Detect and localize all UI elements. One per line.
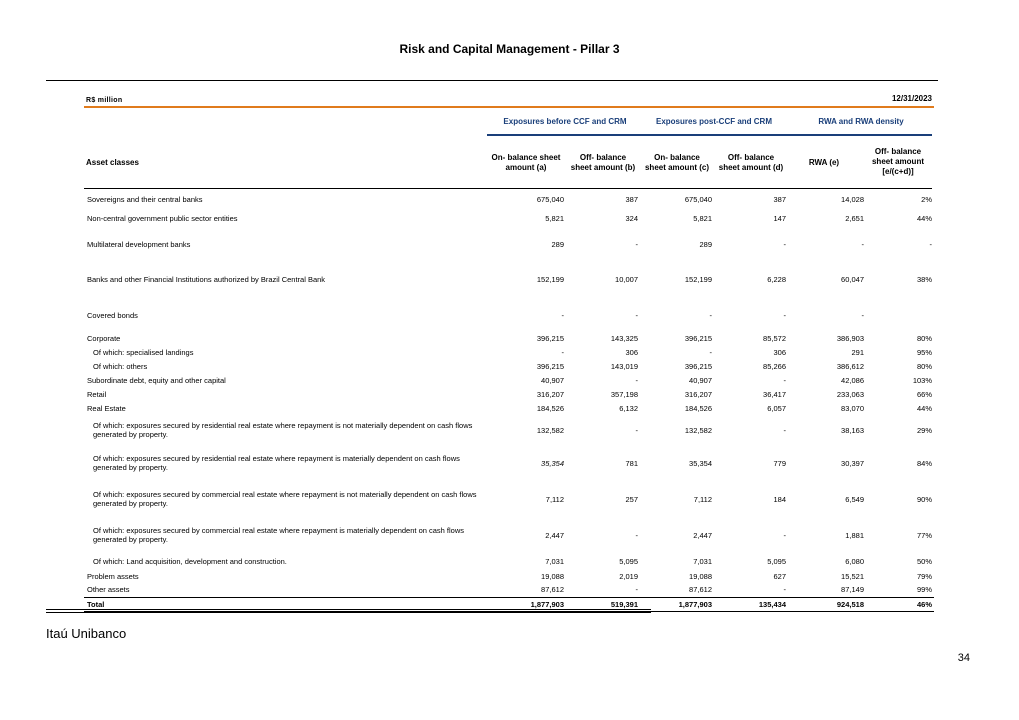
row-value: 291 xyxy=(851,347,864,357)
column-header-c-line2: sheet amount (c) xyxy=(644,163,709,172)
row-value: 5,095 xyxy=(619,556,638,566)
group-header-rwa: RWA and RWA density xyxy=(818,117,904,126)
row-value: 7,112 xyxy=(545,494,564,504)
row-value: - xyxy=(783,310,786,320)
row-label: Problem assets xyxy=(87,571,139,581)
row-value: - xyxy=(861,239,864,249)
row-value: 80% xyxy=(916,333,932,343)
group-header-before-ccf: Exposures before CCF and CRM xyxy=(503,117,627,126)
row-value: 6,080 xyxy=(845,556,864,566)
row-value: 184 xyxy=(773,494,786,504)
row-value: - xyxy=(783,585,786,595)
row-value: 42,086 xyxy=(841,375,864,385)
row-value: 396,215 xyxy=(536,361,564,371)
row-value: - xyxy=(561,310,564,320)
row-value: 95% xyxy=(916,347,932,357)
column-header-e-line1: RWA (e) xyxy=(808,158,840,167)
column-header-f-line3: [e/(c+d)] xyxy=(882,167,914,176)
row-label: Of which: exposures secured by residential real estate where repayment is materially dependent on cash flows generated by property. xyxy=(93,454,460,472)
row-value: 386,612 xyxy=(836,361,864,371)
row-value: - xyxy=(635,585,638,595)
row-value: 5,821 xyxy=(545,213,564,223)
top-rule xyxy=(46,80,938,81)
row-label: Of which: exposures secured by commercial real estate where repayment is not materially dependent on cash flows generated by property. xyxy=(93,490,477,508)
page-title: Risk and Capital Management - Pillar 3 xyxy=(399,42,620,56)
row-label: Retail xyxy=(87,389,107,399)
total-value: 1,877,903 xyxy=(486,597,566,611)
row-label: Multilateral development banks xyxy=(87,239,191,249)
row-value: 2,447 xyxy=(545,530,564,540)
table-row xyxy=(84,401,934,415)
row-value: 5,821 xyxy=(693,213,712,223)
table-row xyxy=(84,359,934,373)
row-value: 306 xyxy=(625,347,638,357)
row-value: 77% xyxy=(916,530,932,540)
table-row xyxy=(84,553,934,569)
row-value: 316,207 xyxy=(536,389,564,399)
group-header-rule xyxy=(487,134,932,136)
column-header-asset-classes: Asset classes xyxy=(86,158,139,167)
row-value: 7,031 xyxy=(545,556,564,566)
column-header-d-line1: Off- balance xyxy=(727,153,775,162)
row-value: 152,199 xyxy=(684,274,712,284)
row-value: 257 xyxy=(625,494,638,504)
row-value xyxy=(866,299,934,331)
column-header-f xyxy=(860,147,936,177)
total-value: 46% xyxy=(866,597,934,611)
page-number: 34 xyxy=(957,652,970,664)
row-value: 103% xyxy=(912,375,932,385)
table-row xyxy=(84,569,934,583)
column-header-f-line2: sheet amount xyxy=(871,157,924,166)
row-value: - xyxy=(709,310,712,320)
row-value: - xyxy=(861,310,864,320)
row-value: 132,582 xyxy=(536,425,564,435)
row-value: 60,047 xyxy=(841,274,864,284)
table-row xyxy=(84,517,934,553)
row-value: 29% xyxy=(916,425,932,435)
row-value: 387 xyxy=(625,194,638,204)
brand-name: Itaú Unibanco xyxy=(46,626,127,641)
exposures-table xyxy=(84,191,934,612)
table-row xyxy=(84,345,934,359)
row-value: - xyxy=(783,375,786,385)
row-value: 35,354 xyxy=(689,458,712,468)
header-rule xyxy=(84,188,932,189)
total-label: Total xyxy=(84,597,486,611)
table-row xyxy=(84,259,934,299)
row-value: 80% xyxy=(916,361,932,371)
row-value: 324 xyxy=(625,213,638,223)
unit-label: R$ million xyxy=(86,97,123,104)
accent-rule xyxy=(84,106,934,108)
row-value: - xyxy=(783,239,786,249)
row-value: 387 xyxy=(773,194,786,204)
table-row xyxy=(84,583,934,597)
row-label: Corporate xyxy=(87,333,121,343)
row-value: 83,070 xyxy=(841,403,864,413)
column-header-d xyxy=(714,153,788,173)
row-value: 779 xyxy=(773,458,786,468)
row-value: - xyxy=(929,239,932,249)
row-value: 38% xyxy=(916,274,932,284)
row-value: - xyxy=(783,530,786,540)
row-value: 289 xyxy=(551,239,564,249)
row-value: 36,417 xyxy=(763,389,786,399)
row-value: 19,088 xyxy=(541,571,564,581)
row-label: Banks and other Financial Institutions authorized by Brazil Central Bank xyxy=(87,274,326,284)
row-label: Sovereigns and their central banks xyxy=(87,194,203,204)
row-label: Of which: exposures secured by commercial real estate where repayment is materially dependent on cash flows generated by property. xyxy=(93,526,465,544)
row-value: 781 xyxy=(625,458,638,468)
row-value: 396,215 xyxy=(684,333,712,343)
row-value: 85,266 xyxy=(763,361,786,371)
table-row xyxy=(84,191,934,207)
row-value: 10,007 xyxy=(615,274,638,284)
reference-date: 12/31/2023 xyxy=(891,94,932,103)
row-value: - xyxy=(635,310,638,320)
row-value: 84% xyxy=(916,458,932,468)
row-value: 357,198 xyxy=(610,389,638,399)
total-value: 1,877,903 xyxy=(640,597,714,611)
footer-rule-1 xyxy=(46,609,651,610)
row-value: 35,354 xyxy=(541,458,564,468)
table-row xyxy=(84,373,934,387)
row-label: Real Estate xyxy=(87,403,126,413)
total-value: 135,434 xyxy=(714,597,788,611)
row-value: - xyxy=(709,347,712,357)
table-row xyxy=(84,415,934,445)
row-value: 30,397 xyxy=(841,458,864,468)
row-label: Covered bonds xyxy=(87,310,138,320)
row-value: 396,215 xyxy=(684,361,712,371)
row-value: 79% xyxy=(916,571,932,581)
row-value: 2,019 xyxy=(619,571,638,581)
row-label: Of which: specialised landings xyxy=(93,347,194,357)
column-header-a xyxy=(486,153,566,173)
row-label: Of which: Land acquisition, development and construction. xyxy=(93,556,287,566)
row-value: 627 xyxy=(773,571,786,581)
table-row xyxy=(84,331,934,345)
total-value: 519,391 xyxy=(566,597,640,611)
column-header-b xyxy=(566,153,640,173)
row-value: 38,163 xyxy=(841,425,864,435)
row-value: 316,207 xyxy=(684,389,712,399)
column-header-d-line2: sheet amount (d) xyxy=(718,163,784,172)
row-value: 5,095 xyxy=(767,556,786,566)
row-value: 289 xyxy=(699,239,712,249)
row-value: - xyxy=(783,425,786,435)
row-value: 50% xyxy=(916,556,932,566)
row-value: 19,088 xyxy=(689,571,712,581)
row-value: 675,040 xyxy=(536,194,564,204)
row-value: 233,063 xyxy=(836,389,864,399)
footer-rule-2 xyxy=(46,612,651,613)
row-label: Subordinate debt, equity and other capital xyxy=(87,375,226,385)
row-value: 44% xyxy=(916,213,932,223)
row-value: 6,549 xyxy=(845,494,864,504)
row-value: 396,215 xyxy=(536,333,564,343)
row-value: 99% xyxy=(916,585,932,595)
column-header-b-line1: Off- balance xyxy=(579,153,627,162)
row-value: 306 xyxy=(773,347,786,357)
row-value: 7,031 xyxy=(693,556,712,566)
row-label: Of which: exposures secured by residential real estate where repayment is not materially dependent on cash flows generated by property. xyxy=(93,421,473,439)
row-value: - xyxy=(561,347,564,357)
table-row xyxy=(84,299,934,331)
column-header-a-line1: On- balance sheet xyxy=(491,153,561,162)
row-value: 132,582 xyxy=(684,425,712,435)
group-header-post-ccf: Exposures post-CCF and CRM xyxy=(655,117,772,126)
row-value: 143,019 xyxy=(610,361,638,371)
row-value: 15,521 xyxy=(841,571,864,581)
column-header-c-line1: On- balance xyxy=(654,153,700,162)
column-header-b-line2: sheet amount (b) xyxy=(570,163,636,172)
row-value: 87,612 xyxy=(689,585,712,595)
row-value: 87,149 xyxy=(841,585,864,595)
row-value: 66% xyxy=(916,389,932,399)
row-value: 152,199 xyxy=(536,274,564,284)
table-body xyxy=(84,191,934,611)
row-label: Non-central government public sector entities xyxy=(87,213,238,223)
column-header-f-line1: Off- balance xyxy=(874,147,922,156)
row-value: 184,526 xyxy=(684,403,712,413)
row-value: 6,132 xyxy=(619,403,638,413)
row-value: 2,447 xyxy=(693,530,712,540)
row-label: Other assets xyxy=(87,585,130,595)
row-value: 6,057 xyxy=(767,403,786,413)
row-value: 6,228 xyxy=(767,274,786,284)
table-row xyxy=(84,445,934,481)
row-value: 40,907 xyxy=(689,375,712,385)
row-value: - xyxy=(635,530,638,540)
row-value: 1,881 xyxy=(845,530,864,540)
row-value: 90% xyxy=(916,494,932,504)
row-value: - xyxy=(635,425,638,435)
row-value: 386,903 xyxy=(836,333,864,343)
row-value: 147 xyxy=(773,213,786,223)
row-value: 44% xyxy=(916,403,932,413)
row-value: 143,325 xyxy=(610,333,638,343)
table-row xyxy=(84,387,934,401)
row-value: 2,651 xyxy=(845,213,864,223)
column-header-e xyxy=(794,158,854,168)
table-row xyxy=(84,229,934,259)
row-value: - xyxy=(635,239,638,249)
row-value: 184,526 xyxy=(536,403,564,413)
column-header-c xyxy=(640,153,714,173)
row-value: 675,040 xyxy=(684,194,712,204)
row-value: 40,907 xyxy=(541,375,564,385)
row-label: Of which: others xyxy=(93,361,148,371)
row-value: 85,572 xyxy=(763,333,786,343)
row-value: 7,112 xyxy=(693,494,712,504)
table-row xyxy=(84,481,934,517)
row-value: 87,612 xyxy=(541,585,564,595)
row-value: - xyxy=(635,375,638,385)
total-value: 924,518 xyxy=(788,597,866,611)
row-value: 2% xyxy=(921,194,932,204)
row-value: 14,028 xyxy=(841,194,864,204)
table-row xyxy=(84,207,934,229)
column-header-a-line2: amount (a) xyxy=(505,163,547,172)
